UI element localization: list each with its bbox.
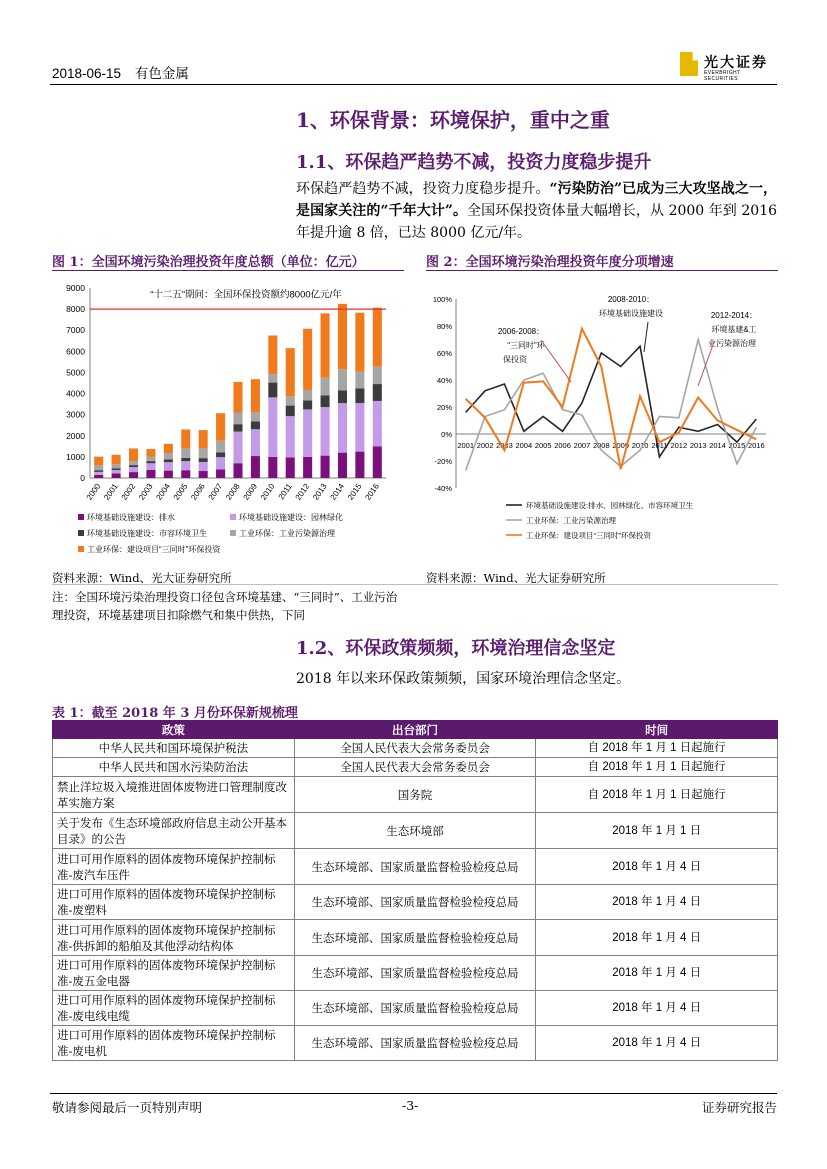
x-tick-label: 2008 <box>592 441 610 450</box>
table-row <box>53 758 778 777</box>
x-tick-label: 2008 <box>224 481 242 502</box>
policy-cell: 进口可用作原料的固体废物环境保护控制标准-废塑料 <box>53 885 295 920</box>
department-cell: 生态环境部、国家质量监督检验检疫总局 <box>294 920 536 956</box>
date-cell: 2018 年 1 月 4 日 <box>536 956 778 991</box>
table-row <box>53 991 778 1026</box>
subsection-title-1: 1.1、环保趋严趋势不减，投资力度稳步提升 <box>296 152 652 173</box>
department-cell: 生态环境部、国家质量监督检验检疫总局 <box>294 1026 536 1061</box>
x-tick-label: 2012 <box>293 481 312 502</box>
annotation-text: 业污染源治理 <box>708 339 756 348</box>
bar-segment <box>321 378 330 396</box>
policy-cell: 进口可用作原料的固体废物环境保护控制标准-废汽车压件 <box>53 849 295 885</box>
column-header-date: 时间 <box>536 721 778 739</box>
bar-segment <box>338 304 347 369</box>
paragraph-1 <box>296 178 777 244</box>
policy-cell: 进口可用作原料的固体废物环境保护控制标准-废五金电器 <box>53 956 295 991</box>
y-tick-label: 5000 <box>66 367 85 378</box>
bar-segment <box>338 453 347 478</box>
logo-name-cn: 光大证券 <box>704 55 768 71</box>
bar-segment <box>303 390 312 401</box>
y-tick-label: -40% <box>434 484 452 493</box>
department-cell: 生态环境部、国家质量监督检验检疫总局 <box>294 849 536 885</box>
y-tick-label: 20% <box>436 403 452 412</box>
legend-swatch <box>78 546 84 552</box>
policy-cell: 进口可用作原料的固体废物环境保护控制标准-废电线电缆 <box>53 991 295 1026</box>
x-tick-label: 2016 <box>747 441 765 450</box>
legend-label: 工业环保：工业污染源治理 <box>239 529 335 538</box>
investment-total-chart <box>52 276 404 568</box>
y-tick-label: 80% <box>436 322 452 331</box>
policy-cell: 中华人民共和国水污染防治法 <box>53 758 295 777</box>
date-cell: 自 2018 年 1 月 1 日起施行 <box>536 758 778 777</box>
bar-segment <box>286 457 295 478</box>
annotation-2012-2014 <box>698 311 757 386</box>
bar-segment <box>129 461 138 465</box>
x-tick-label: 2005 <box>534 441 552 450</box>
annotation-text: 2006-2008： <box>497 327 545 336</box>
x-tick-label: 2003 <box>136 481 155 502</box>
bar-segment <box>94 457 103 465</box>
x-tick-label: 2004 <box>515 441 533 450</box>
bar-segment <box>233 432 242 464</box>
bar-segment <box>216 469 225 478</box>
annotation-text: 2012-2014： <box>710 311 758 320</box>
y-tick-label: 9000 <box>66 283 85 293</box>
legend-label: 工业环保：建设项目“三同时”环保投资 <box>87 545 221 554</box>
bar-segment <box>199 430 208 448</box>
logo-name-en: EVERBRIGHT SECURITIES <box>704 70 741 82</box>
x-tick-label: 2001 <box>102 481 120 502</box>
bar-segment <box>303 409 312 457</box>
bar-segment <box>355 313 364 372</box>
column-header-department: 出台部门 <box>294 721 536 739</box>
x-tick-label: 2012 <box>670 441 688 450</box>
annotation-text: 保投资 <box>503 355 527 364</box>
x-tick-label: 2013 <box>689 441 707 450</box>
bar-segment <box>286 416 295 457</box>
footer-disclaimer: 敬请参阅最后一页特别声明 <box>52 1100 203 1115</box>
x-tick-label: 2014 <box>709 441 726 450</box>
bar-segment <box>303 329 312 390</box>
y-tick-label: 100% <box>432 295 452 304</box>
bar-segment <box>146 470 155 478</box>
figure-2-rule <box>426 270 778 271</box>
bar-segment <box>268 383 277 398</box>
annotation-text: 2008-2010： <box>607 295 655 304</box>
bar-segment <box>233 413 242 425</box>
y-tick-label: 4000 <box>66 388 85 399</box>
bar-segment <box>233 463 242 478</box>
figure-2-source: 资料来源：Wind、光大证券研究所 <box>426 571 606 585</box>
bar-segment <box>321 395 330 407</box>
date-cell: 2018 年 1 月 1 日 <box>536 813 778 849</box>
bar-segment <box>373 401 382 446</box>
legend-label: 工业环保：建设项目“三同时”环保投资 <box>526 531 651 540</box>
bar-segment <box>199 462 208 471</box>
bar-segment <box>146 463 155 470</box>
bar-segment <box>268 397 277 457</box>
bar-segment <box>94 475 103 478</box>
y-tick-label: 2000 <box>66 430 85 441</box>
bar-segment <box>129 472 138 478</box>
bar-segment <box>164 462 173 470</box>
report-type: 证券研究报告 <box>701 1100 777 1115</box>
paragraph-1-b: “污染防治”已成为三大攻坚战之一，是国家关注的“千年大计”。 <box>296 181 777 219</box>
paragraph-2: 2018 年以来环保政策频频，国家环境治理信念坚定。 <box>296 671 631 687</box>
bar-segment <box>129 465 138 467</box>
bar-segment <box>355 403 364 452</box>
figure-1-source: 资料来源：Wind、光大证券研究所 <box>52 571 232 585</box>
policy-cell: 进口可用作原料的固体废物环境保护控制标准-废电机 <box>53 1026 295 1061</box>
x-tick-label: 2006 <box>189 481 207 502</box>
legend-label: 环境基础设施建设:排水、园林绿化、市容环境卫生 <box>526 501 694 510</box>
department-cell: 生态环境部、国家质量监督检验检疫总局 <box>294 885 536 920</box>
date-cell: 2018 年 1 月 4 日 <box>536 849 778 885</box>
bar-segment <box>373 308 382 367</box>
date-cell: 2018 年 1 月 4 日 <box>536 991 778 1026</box>
y-tick-label: 0 <box>80 473 85 483</box>
bar-segment <box>164 459 173 462</box>
bar-segment <box>268 336 277 375</box>
annotation-arrow <box>541 340 571 382</box>
x-tick-label: 2007 <box>573 441 591 450</box>
source-divider <box>52 584 778 585</box>
legend-swatch <box>78 514 84 520</box>
x-tick-label: 2010 <box>258 481 277 502</box>
bar-segment <box>112 464 121 468</box>
x-tick-label: 2005 <box>171 481 190 502</box>
report-date: 2018-06-15 <box>52 66 122 81</box>
department-cell: 全国人民代表大会常务委员会 <box>294 739 536 758</box>
x-tick-label: 2002 <box>476 441 494 450</box>
bar-segment <box>286 348 295 396</box>
bar-segment <box>94 472 103 475</box>
annotation-text: “三同时”环 <box>507 341 545 350</box>
bar-segment <box>112 469 121 470</box>
report-sector: 有色金属 <box>134 66 189 81</box>
table-row <box>53 956 778 991</box>
bar-segment <box>216 413 225 440</box>
date-cell: 2018 年 1 月 4 日 <box>536 1026 778 1061</box>
bar-segment <box>251 379 260 412</box>
x-tick-label: 2009 <box>241 481 260 502</box>
table-row <box>53 885 778 920</box>
bar-segment <box>338 390 347 403</box>
bar-segment <box>146 456 155 461</box>
x-tick-label: 2016 <box>363 481 381 502</box>
bar-segment <box>251 421 260 429</box>
bar-segment <box>94 470 103 472</box>
x-tick-label: 2011 <box>276 481 294 502</box>
department-cell: 全国人民代表大会常务委员会 <box>294 758 536 777</box>
y-tick-label: -20% <box>434 457 452 466</box>
chart-annotation: “十二五”期间：全国环保投资额约8000亿元/年 <box>150 289 342 301</box>
figure-1-title: 图 1：全国环境污染治理投资年度总额（单位：亿元） <box>52 255 365 270</box>
legend-label: 环境基础设施建设：园林绿化 <box>239 513 343 522</box>
x-tick-label: 2004 <box>154 481 172 502</box>
figure-note: 注：全国环境污染治理投资口径包含环境基建、“三同时”、工业污治理投资，环境基建项目扣除燃气和集中供热，下同 <box>52 590 398 622</box>
table-row <box>53 920 778 956</box>
bar-segment <box>303 401 312 410</box>
bar-segment <box>216 452 225 457</box>
bar-segment <box>373 384 382 401</box>
x-tick-label: 2013 <box>311 481 329 502</box>
bar-segment <box>233 424 242 431</box>
bar-segment <box>129 448 138 461</box>
bar-segment <box>181 429 190 448</box>
legend-label: 环境基础设施建设：排水 <box>87 513 175 522</box>
bar-segment <box>286 396 295 405</box>
bar-segment <box>112 455 121 465</box>
y-tick-label: 6000 <box>66 346 85 357</box>
y-tick-label: 0% <box>441 430 452 439</box>
bar-segment <box>199 448 208 458</box>
department-cell: 生态环境部 <box>294 813 536 849</box>
bar-segment <box>321 313 330 377</box>
y-tick-label: 60% <box>436 349 452 358</box>
bar-segment <box>164 471 173 478</box>
bar-segment <box>321 456 330 478</box>
y-tick-label: 8000 <box>66 304 85 315</box>
annotation-text: 环境基建&工 <box>711 325 757 334</box>
header-divider <box>50 84 777 85</box>
bar-segment <box>181 448 190 458</box>
bar-segment <box>112 473 121 478</box>
bar-segment <box>199 458 208 462</box>
bar-segment <box>268 457 277 478</box>
page-header <box>52 62 199 82</box>
table-row <box>53 739 778 758</box>
legend-label: 工业环保：工业污染源治理 <box>526 516 616 525</box>
bar-segment <box>216 441 225 453</box>
policy-cell: 禁止洋垃圾入境推进固体废物进口管理制度改革实施方案 <box>53 777 295 813</box>
bar-segment <box>373 446 382 478</box>
bar-segment <box>355 388 364 403</box>
x-tick-label: 2007 <box>206 481 225 502</box>
bar-segment <box>164 453 173 459</box>
x-tick-label: 2009 <box>612 441 630 450</box>
bar-segment <box>268 374 277 382</box>
table-title: 表 1：截至 2018 年 3 月份环保新规梳理 <box>52 706 298 721</box>
bar-segment <box>355 372 364 388</box>
policy-cell: 进口可用作原料的固体废物环境保护控制标准-供拆卸的船舶及其他浮动结构体 <box>53 920 295 956</box>
figure-1-rule <box>52 270 404 271</box>
x-tick-label: 2002 <box>119 481 138 502</box>
department-cell: 国务院 <box>294 777 536 813</box>
department-cell: 生态环境部、国家质量监督检验检疫总局 <box>294 991 536 1026</box>
table-row <box>53 813 778 849</box>
bar-segment <box>338 369 347 390</box>
legend-label: 环境基础设施建设：市容环境卫生 <box>87 529 207 538</box>
bar-segment <box>181 458 190 461</box>
x-tick-label: 2006 <box>554 441 571 450</box>
x-tick-label: 2015 <box>728 441 746 450</box>
figure-2-title: 图 2：全国环境污染治理投资年度分项增速 <box>426 255 674 270</box>
bar-segment <box>129 467 138 472</box>
x-tick-label: 2014 <box>328 481 347 502</box>
date-cell: 自 2018 年 1 月 1 日起施行 <box>536 777 778 813</box>
x-tick-label: 2000 <box>84 481 103 502</box>
annotation-2008-2010 <box>599 295 663 352</box>
x-tick-label: 2001 <box>457 441 475 450</box>
x-tick-label: 2011 <box>651 441 668 450</box>
legend-swatch <box>78 530 84 536</box>
company-logo <box>680 52 775 80</box>
bar-segment <box>251 456 260 478</box>
bar-segment <box>355 452 364 478</box>
legend-swatch <box>230 530 236 536</box>
policy-cell: 中华人民共和国环境保护税法 <box>53 739 295 758</box>
bar-segment <box>303 457 312 478</box>
x-tick-label: 2003 <box>496 441 513 450</box>
bar-segment <box>233 382 242 413</box>
bar-segment <box>338 403 347 453</box>
table-row <box>53 1026 778 1061</box>
bar-segment <box>373 367 382 384</box>
paragraph-1-c: 全国环保投资体量大幅增长，从 2000 年到 2016 年提升逾 8 倍，已达 8000 亿元/年。 <box>296 203 778 241</box>
department-cell: 生态环境部、国家质量监督检验检疫总局 <box>294 956 536 991</box>
date-cell: 2018 年 1 月 4 日 <box>536 920 778 956</box>
table-header-row <box>53 721 778 739</box>
annotation-2006-2008 <box>498 327 571 382</box>
investment-growth-chart <box>426 276 778 568</box>
bar-segment <box>251 412 260 421</box>
paragraph-1-a: 环保趋严趋势不减，投资力度稳步提升。 <box>296 181 550 197</box>
bar-segment <box>251 429 260 456</box>
footer-divider <box>50 1093 777 1094</box>
page-number: -3- <box>402 1098 419 1113</box>
table-row <box>53 777 778 813</box>
bar-segment <box>164 444 173 453</box>
bar-segment <box>181 461 190 470</box>
y-tick-label: 1000 <box>66 451 85 462</box>
annotation-text: 环境基础设施建设 <box>599 309 663 318</box>
bar-segment <box>112 470 121 473</box>
x-tick-label: 2015 <box>345 481 364 502</box>
x-tick-label: 2010 <box>631 441 649 450</box>
legend-swatch <box>230 514 236 520</box>
date-cell: 自 2018 年 1 月 1 日起施行 <box>536 739 778 758</box>
bar-segment <box>146 449 155 456</box>
y-tick-label: 7000 <box>66 325 85 336</box>
date-cell: 2018 年 1 月 4 日 <box>536 885 778 920</box>
annotation-arrow <box>644 322 648 352</box>
column-header-policy: 政策 <box>53 721 295 739</box>
bar-segment <box>216 457 225 469</box>
y-tick-label: 40% <box>436 376 452 385</box>
bar-segment <box>199 471 208 478</box>
policy-cell: 关于发布《生态环境部政府信息主动公开基本目录》的公告 <box>53 813 295 849</box>
bar-segment <box>146 461 155 463</box>
bar-segment <box>94 465 103 470</box>
table-row <box>53 849 778 885</box>
subsection-title-2: 1.2、环保政策频频，环境治理信念坚定 <box>296 638 616 659</box>
bar-segment <box>181 470 190 478</box>
policy-table <box>52 720 778 1061</box>
bar-segment <box>286 406 295 417</box>
logo-mark-icon <box>680 52 698 76</box>
section-title: 1、环保背景：环境保护，重中之重 <box>296 108 610 132</box>
bar-segment <box>321 407 330 456</box>
y-tick-label: 3000 <box>66 409 85 420</box>
